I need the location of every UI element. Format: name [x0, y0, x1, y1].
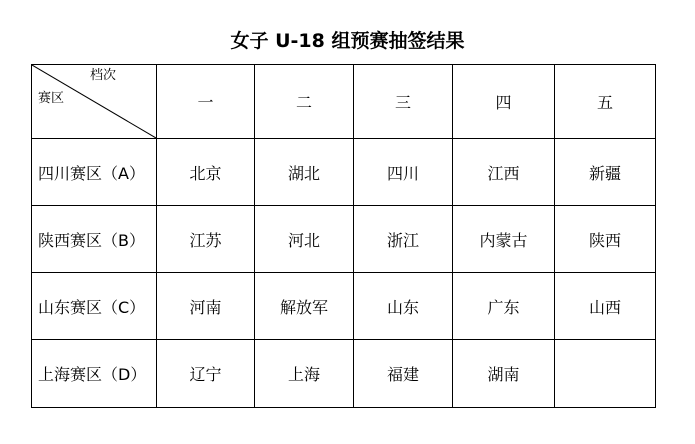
tier-header: 二 [255, 65, 354, 139]
team-cell: 北京 [157, 139, 255, 206]
zone-label: 四川赛区（A） [32, 139, 157, 206]
team-cell: 上海 [255, 340, 354, 408]
table-row [32, 139, 656, 206]
draw-results-table [31, 64, 656, 408]
team-cell-empty [555, 340, 656, 408]
team-cell: 解放军 [255, 273, 354, 340]
table-row [32, 340, 656, 408]
corner-label-tier: 档次 [89, 68, 116, 83]
team-cell: 湖南 [453, 340, 555, 408]
team-cell: 浙江 [354, 206, 453, 273]
tier-header: 四 [453, 65, 555, 139]
team-cell: 山东 [354, 273, 453, 340]
team-cell: 广东 [453, 273, 555, 340]
table-row [32, 273, 656, 340]
team-cell: 江西 [453, 139, 555, 206]
tier-header: 三 [354, 65, 453, 139]
corner-label-zone: 赛区 [38, 91, 65, 106]
team-cell: 山西 [555, 273, 656, 340]
team-cell: 新疆 [555, 139, 656, 206]
zone-label: 上海赛区（D） [32, 340, 157, 408]
zone-label: 山东赛区（C） [32, 273, 157, 340]
corner-header-cell [32, 65, 157, 139]
team-cell: 河北 [255, 206, 354, 273]
team-cell: 河南 [157, 273, 255, 340]
team-cell: 湖北 [255, 139, 354, 206]
table-header-row [32, 65, 656, 139]
team-cell: 陕西 [555, 206, 656, 273]
team-cell: 四川 [354, 139, 453, 206]
zone-label: 陕西赛区（B） [32, 206, 157, 273]
tier-header: 五 [555, 65, 656, 139]
team-cell: 江苏 [157, 206, 255, 273]
tier-header: 一 [157, 65, 255, 139]
team-cell: 内蒙古 [453, 206, 555, 273]
document-title: 女子 U-18 组预赛抽签结果 [230, 30, 465, 52]
team-cell: 辽宁 [157, 340, 255, 408]
table-row [32, 206, 656, 273]
team-cell: 福建 [354, 340, 453, 408]
